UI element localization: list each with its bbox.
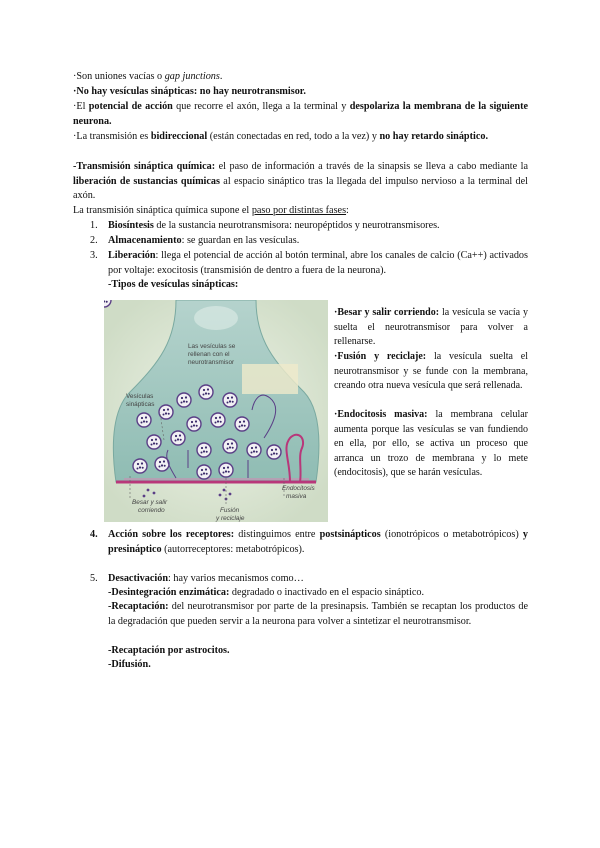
vesicle — [159, 405, 173, 419]
line-phases — [73, 204, 528, 219]
bold-term: Biosíntesis — [108, 220, 154, 231]
vesicle — [171, 431, 185, 445]
line-no-vesicles: ·No hay vesículas sinápticas: no hay neurotransmisor. — [73, 86, 306, 97]
label-kiss-and-run: Besar y salir — [132, 499, 168, 506]
list-number: 1. — [90, 220, 98, 231]
text: el paso de información a través de la sinapsis se lleva a cabo mediante la — [215, 161, 529, 172]
list-number: 4. — [90, 529, 98, 540]
text: ·El — [73, 101, 89, 112]
bold-term: -Recaptación: — [108, 601, 169, 612]
synaptic-vesicles-figure — [104, 300, 328, 522]
bold-term: bidireccional — [150, 131, 208, 142]
bold-term: ·Endocitosis masiva: — [334, 409, 428, 420]
bold-term: postsinápticos — [319, 529, 381, 540]
list-number: 5. — [90, 573, 98, 584]
label-fusion-recycling: y reciclaje — [216, 515, 245, 522]
bold-term: -Desintegración enzimática: — [108, 587, 230, 598]
label-refill: Las vesículas se — [188, 343, 236, 350]
text: : hay varios mecanismos como… — [167, 573, 304, 584]
refill-highlight — [242, 364, 298, 394]
text: . — [219, 71, 223, 82]
label-bulk-endocytosis: Endocitosis — [282, 485, 315, 492]
bold-term: no hay retardo sináptico. — [379, 131, 488, 142]
list-item-storage — [108, 234, 528, 249]
text: la vesícula suelta el neurotransmisor y se funde con la membrana, creando otra nueva vesícula que será rellenada. — [334, 351, 528, 392]
vesicle — [235, 417, 249, 431]
bold-term: ·Fusión y reciclaje: — [334, 351, 427, 362]
deactivation-diffusion: -Difusión. — [108, 659, 151, 670]
vesicle-types-title: -Tipos de vesículas sinápticas: — [108, 279, 239, 290]
label-bulk-endocytosis: masiva — [286, 493, 307, 500]
deactivation-reuptake — [108, 600, 528, 629]
vesicle — [219, 463, 233, 477]
vesicle — [267, 445, 281, 459]
axon-highlight — [194, 306, 238, 330]
text: : — [346, 205, 349, 216]
vesicle-type-fusion-recycling — [334, 350, 528, 394]
label-synaptic-vesicles: Vesículas — [126, 393, 154, 400]
text: que recorre el axón, llega a la terminal y — [172, 101, 350, 112]
vesicle — [223, 393, 237, 407]
text: ·Son uniones vacías o — [73, 71, 165, 82]
italic-term: gap junctions — [164, 71, 220, 82]
vesicle — [147, 435, 161, 449]
text: ·La transmisión es — [73, 131, 151, 142]
label-synaptic-vesicles: sinápticas — [126, 401, 155, 408]
text: al espacio sináptico tras la llegada del impulso nervioso a la terminal del axón. — [73, 175, 529, 202]
text: : se guardan en las vesículas. — [181, 235, 300, 246]
label-refill: neurotransmisor — [188, 359, 235, 366]
list-item-receptors — [108, 528, 528, 557]
line-bidirectional — [73, 130, 528, 145]
vesicle — [247, 443, 261, 457]
bold-term: liberación de sustancias químicas — [73, 175, 220, 187]
bold-term: Acción sobre los receptores: — [108, 529, 235, 540]
text: la membrana celular aumenta porque las vesículas se van fundiendo en ella, por ello, se activa un proceso que arranca un trozo de membrana y lo mete (endocitosis), que se harán vesículas. — [334, 409, 528, 479]
vesicle — [133, 459, 147, 473]
text: la vesícula se vacía y suelta el neurotransmisor para volver a rellenarse. — [334, 307, 528, 348]
list-item-biosynthesis — [108, 219, 528, 234]
list-number: 3. — [90, 250, 98, 261]
paragraph-chemical-transmission — [73, 160, 528, 204]
text: (ionotrópicos o metabotrópicos) — [380, 529, 523, 540]
bold-term: Liberación — [108, 250, 156, 261]
section-title: -Transmisión sináptica química: — [73, 161, 216, 172]
bold-term: Desactivación — [108, 573, 168, 584]
text: : llega el potencial de acción al botón terminal, abre los canales de calcio (Ca++) activados por voltaje: exocitosis (transmisión de dentro a fuera de la neurona). — [108, 250, 528, 276]
line-action-potential — [73, 100, 528, 129]
list-number: 2. — [90, 235, 98, 246]
vesicle-type-bulk-endocytosis — [334, 408, 528, 481]
label-fusion-recycling: Fusión — [220, 507, 240, 514]
bold-term: potencial de acción — [88, 101, 173, 112]
vesicle — [223, 439, 237, 453]
underlined-term: paso por distintas fases — [251, 205, 347, 216]
text: (autorreceptores: metabotrópicos). — [161, 543, 305, 555]
text: distinguimos entre — [234, 529, 320, 540]
text: degradado o inactivado en el espacio sináptico. — [229, 587, 424, 598]
label-refill: rellenan con el — [188, 351, 230, 358]
vesicle — [199, 385, 213, 399]
bold-term: y presináptico — [108, 529, 528, 555]
list-item-release — [108, 249, 528, 278]
bold-term: ·Besar y salir corriendo: — [334, 307, 440, 318]
text: La transmisión sináptica química supone el — [73, 205, 252, 216]
text: del neurotransmisor por parte de la presinapsis. También se recaptan los productos de la degradación que pueden servir a la neurona para volver a sintetizar el neurotransmisor. — [108, 601, 528, 627]
text: de la sustancia neurotransmisora: neuropéptidos y neurotransmisores. — [153, 220, 440, 231]
vesicle — [197, 443, 211, 457]
vesicle — [211, 413, 225, 427]
line-gap-junctions — [73, 70, 528, 85]
vesicle — [177, 393, 191, 407]
label-kiss-and-run: corriendo — [138, 507, 165, 514]
list-item-deactivation — [108, 572, 528, 587]
deactivation-astrocytes: -Recaptación por astrocitos. — [108, 645, 230, 656]
deactivation-enzymatic — [108, 586, 528, 601]
vesicle — [187, 417, 201, 431]
vesicle-type-kiss-and-run — [334, 306, 528, 350]
bold-term: Almacenamiento — [108, 235, 182, 246]
bold-term: despolariza la membrana de la siguiente neurona. — [73, 101, 528, 127]
vesicle — [137, 413, 151, 427]
vesicle — [197, 465, 211, 479]
text: (están conectadas en red, todo a la vez) y — [207, 131, 380, 142]
